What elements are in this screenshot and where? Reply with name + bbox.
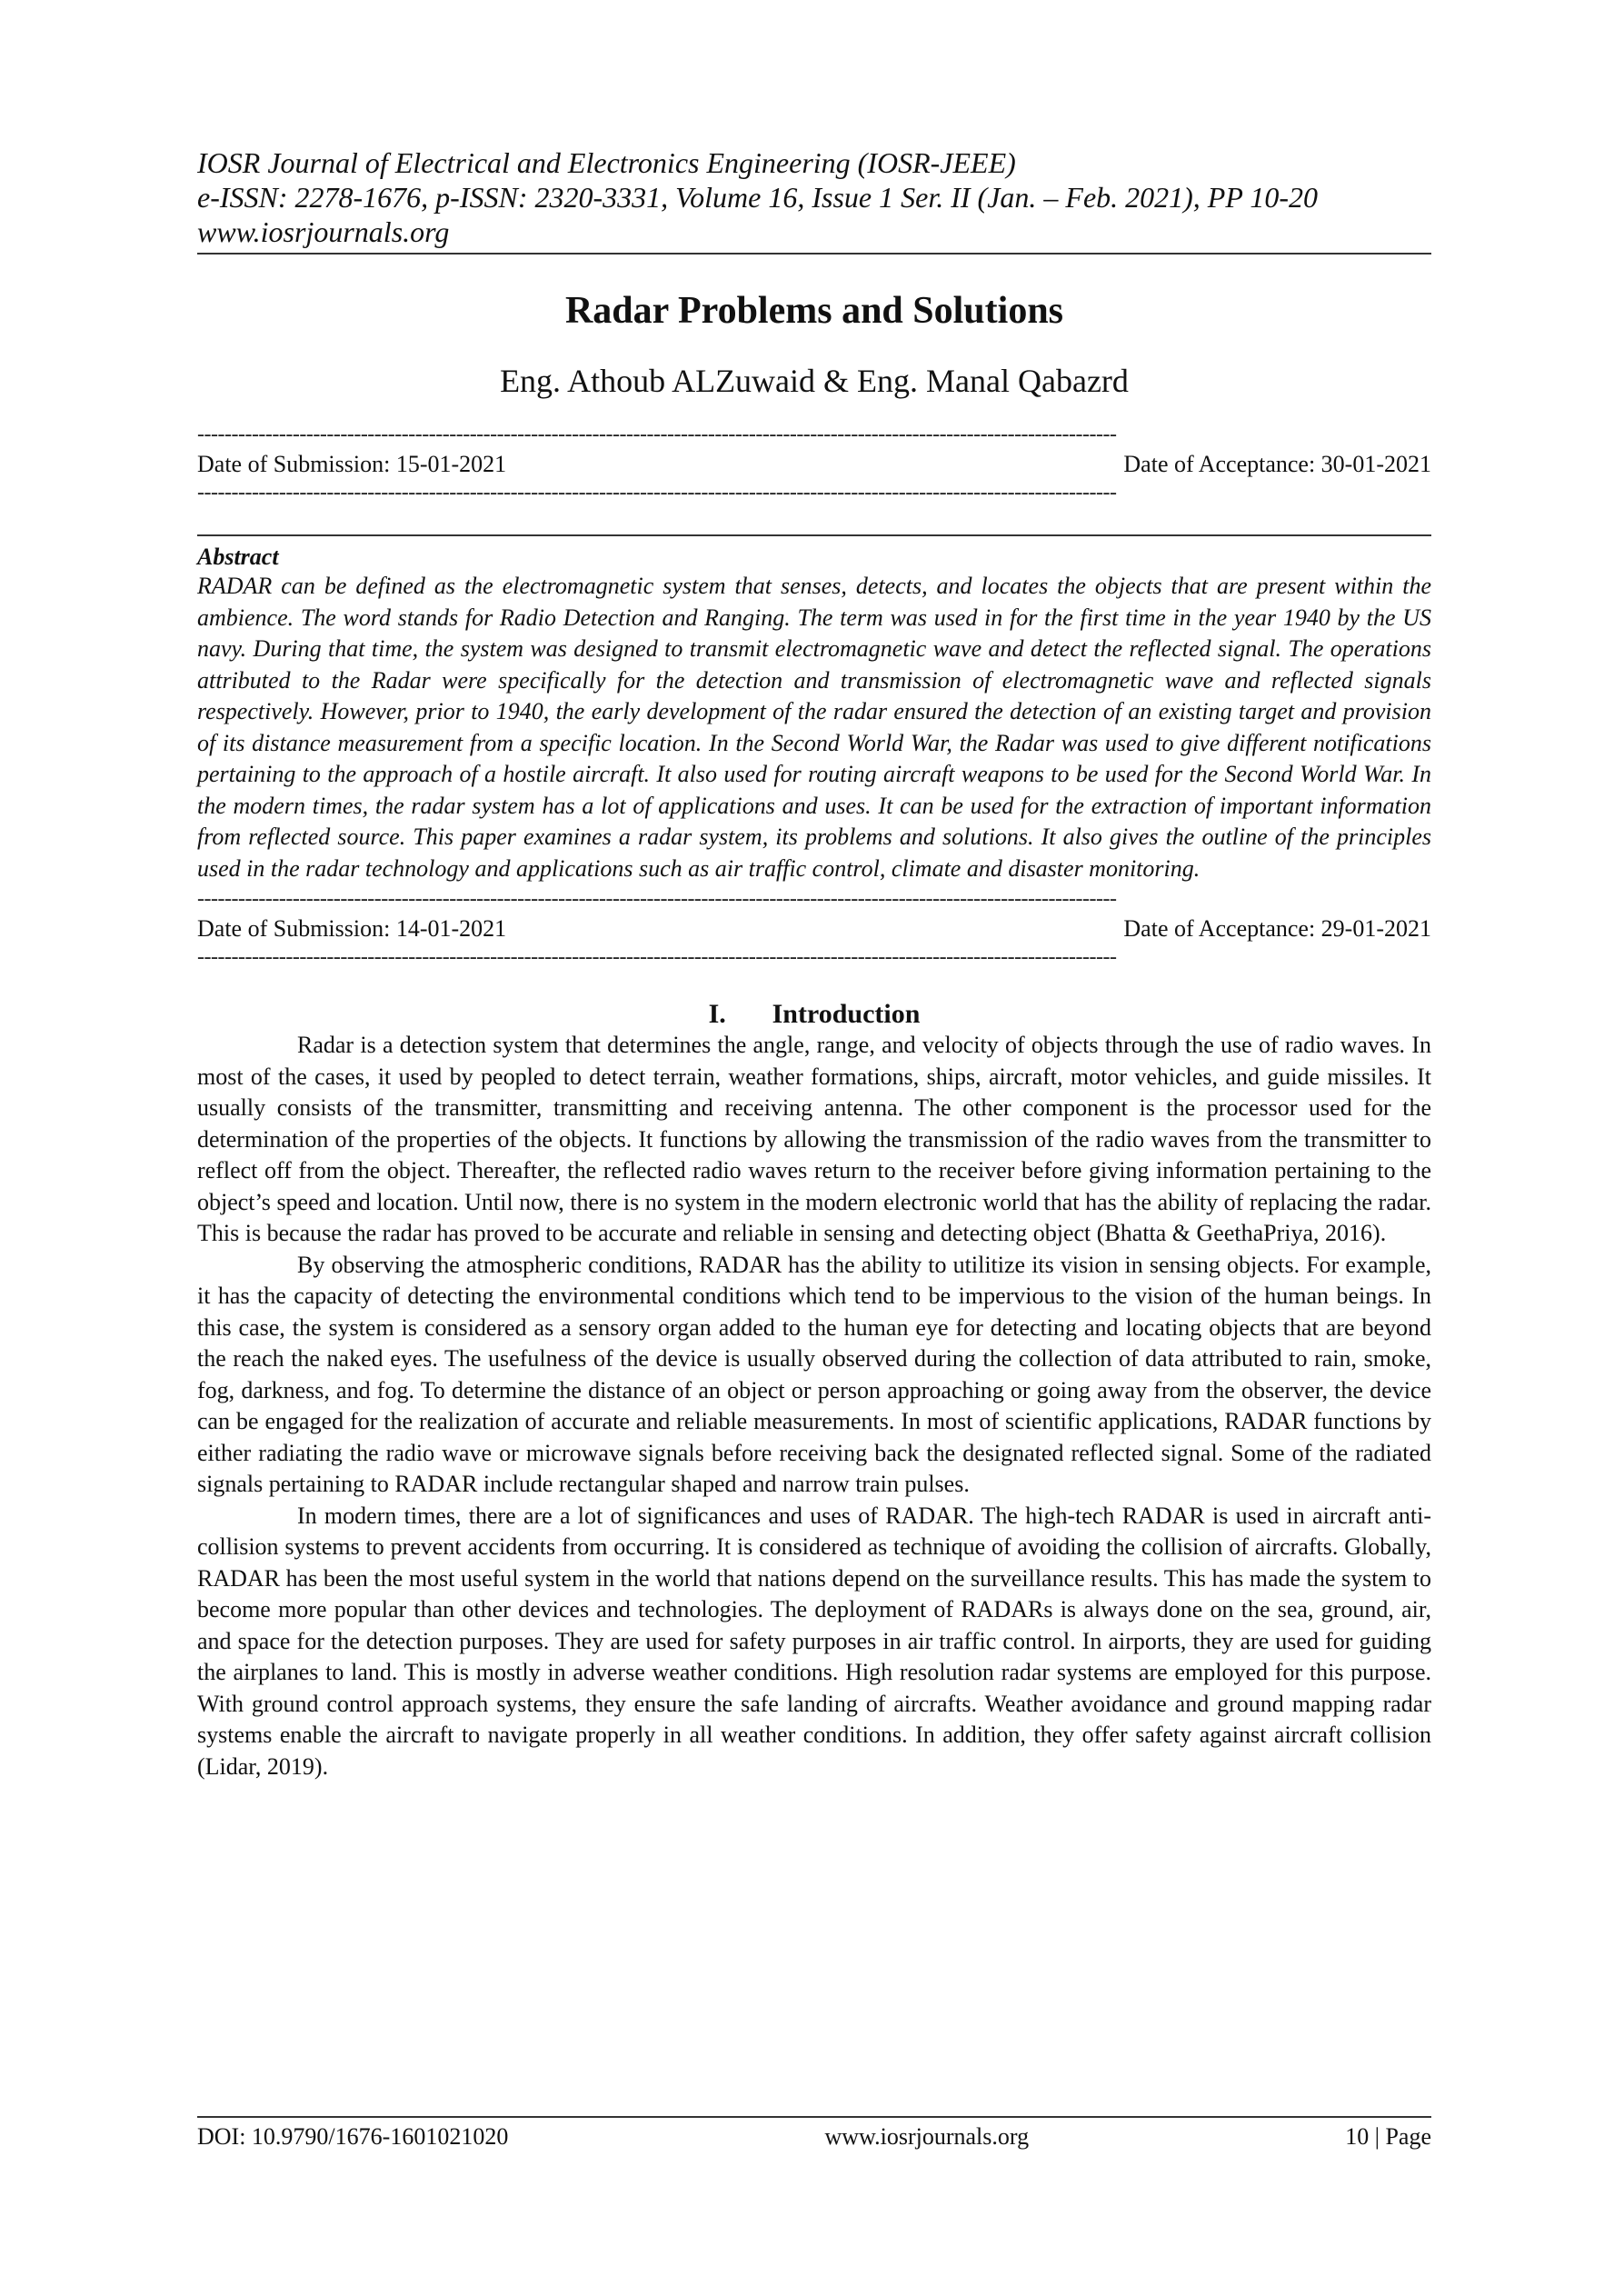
dash-divider: --------------------------------------------------------------------------------------------------------------------------------------- [197, 482, 1117, 504]
submission-date: Date of Submission: 15-01-2021 [197, 451, 507, 477]
abstract-heading: Abstract [197, 544, 279, 570]
journal-header [197, 145, 1431, 249]
dates-block-top [197, 424, 1431, 504]
page-footer [197, 2116, 1431, 2151]
acceptance-date: Date of Acceptance: 29-01-2021 [1123, 915, 1431, 942]
body-text [197, 1030, 1431, 1782]
footer-website: www.iosrjournals.org [824, 2123, 1030, 2150]
section-heading [197, 999, 1431, 1030]
abstract-text: RADAR can be defined as the electromagnetic system that senses, detects, and locates the objects that are present within the ambience. The word stands for Radio Detection and Ranging. The term was used in for the first time in the year 1940 by the US navy. During that time, the system was designed to transmit electromagnetic wave and detect the reflected signal. The operations attributed to the Radar were specifically for the detection and transmission of electromagnetic wave and reflected signals respectively. However, prior to 1940, the early development of the radar ensured the detection of an existing target and provision of its distance measurement from a specific location. In the Second World War, the Radar was used to give different notifications pertaining to the approach of a hostile aircraft. It also used for routing aircraft weapons to be used for the Second World War. In the modern times, the radar system has a lot of applications and uses. It can be used for the extraction of important information from reflected source. This paper examines a radar system, its problems and solutions. It also gives the outline of the principles used in the radar technology and applications such as air traffic control, climate and disaster monitoring. [197, 573, 1431, 882]
acceptance-date: Date of Acceptance: 30-01-2021 [1123, 451, 1431, 477]
journal-name: IOSR Journal of Electrical and Electronics Engineering (IOSR-JEEE) [197, 146, 1016, 179]
paper-title: Radar Problems and Solutions [564, 290, 1064, 332]
journal-issn: e-ISSN: 2278-1676, p-ISSN: 2320-3331, Volume 16, Issue 1 Ser. II (Jan. – Feb. 2021), PP 10-20 [197, 181, 1318, 214]
header-divider [197, 253, 1431, 255]
body-paragraph: In modern times, there are a lot of significances and uses of RADAR. The high-tech RADAR is used in aircraft anti-collision systems to prevent accidents from occurring. It is considered as technique of avoiding the collision of aircrafts. Globally, RADAR has been the most useful system in the world that nations depend on the surveillance results. This has made the system to become more popular than other devices and technologies. The deployment of RADARs is always done on the sea, ground, air, and space for the detection purposes. They are used for safety purposes in air traffic control. In airports, they are used for guiding the airplanes to land. This is mostly in adverse weather conditions. High resolution radar systems are employed for this purpose. With ground control approach systems, they ensure the safe landing of aircrafts. Weather avoidance and ground mapping radar systems enable the aircraft to navigate properly in all weather conditions. In addition, they offer safety against aircraft collision (Lidar, 2019). [197, 1502, 1431, 1780]
footer-doi: DOI: 10.9790/1676-1601021020 [197, 2123, 509, 2150]
dates-block-bottom [197, 888, 1431, 968]
footer-page-number: 10 | Page [1345, 2123, 1431, 2150]
journal-website: www.iosrjournals.org [197, 215, 450, 248]
dash-divider: --------------------------------------------------------------------------------------------------------------------------------------- [197, 888, 1117, 910]
section-title: Introduction [772, 999, 921, 1029]
page [197, 145, 1431, 1782]
abstract-divider [197, 534, 1431, 536]
paper-authors: Eng. Athoub ALZuwaid & Eng. Manal Qabazrd [500, 363, 1129, 399]
dash-divider: --------------------------------------------------------------------------------------------------------------------------------------- [197, 424, 1117, 445]
body-paragraph: By observing the atmospheric conditions, RADAR has the ability to utilitize its vision in sensing objects. For example, it has the capacity of detecting the environmental conditions which tend to be impervious to the vision of the human beings. In this case, the system is considered as a sensory organ added to the human eye for detecting and locating objects that are beyond the reach the naked eyes. The usefulness of the device is usually observed during the collection of data attributed to rain, smoke, fog, darkness, and fog. To determine the distance of an object or person approaching or going away from the observer, the device can be engaged for the realization of accurate and reliable measurements. In most of scientific applications, RADAR functions by either radiating the radio wave or microwave signals before receiving back the designated reflected signal. Some of the radiated signals pertaining to RADAR include rectangular shaped and narrow train pulses. [197, 1251, 1431, 1497]
submission-date: Date of Submission: 14-01-2021 [197, 915, 507, 942]
dash-divider: --------------------------------------------------------------------------------------------------------------------------------------- [197, 946, 1117, 968]
section-number: I. [708, 999, 726, 1029]
body-paragraph: Radar is a detection system that determines the angle, range, and velocity of objects through the use of radio waves. In most of the cases, it used by peopled to detect terrain, weather formations, ships, aircraft, motor vehicles, and guide missiles. It usually consists of the transmitter, transmitting and receiving antenna. The other component is the processor used for the determination of the properties of the objects. It functions by allowing the transmission of the radio waves from the transmitter to reflect off from the object. Thereafter, the reflected radio waves return to the receiver before giving information pertaining to the object’s speed and location. Until now, there is no system in the modern electronic world that has the ability of replacing the radar. This is because the radar has proved to be accurate and reliable in sensing and detecting object (Bhatta & GeethaPriya, 2016). [197, 1032, 1431, 1246]
abstract [197, 544, 1431, 884]
